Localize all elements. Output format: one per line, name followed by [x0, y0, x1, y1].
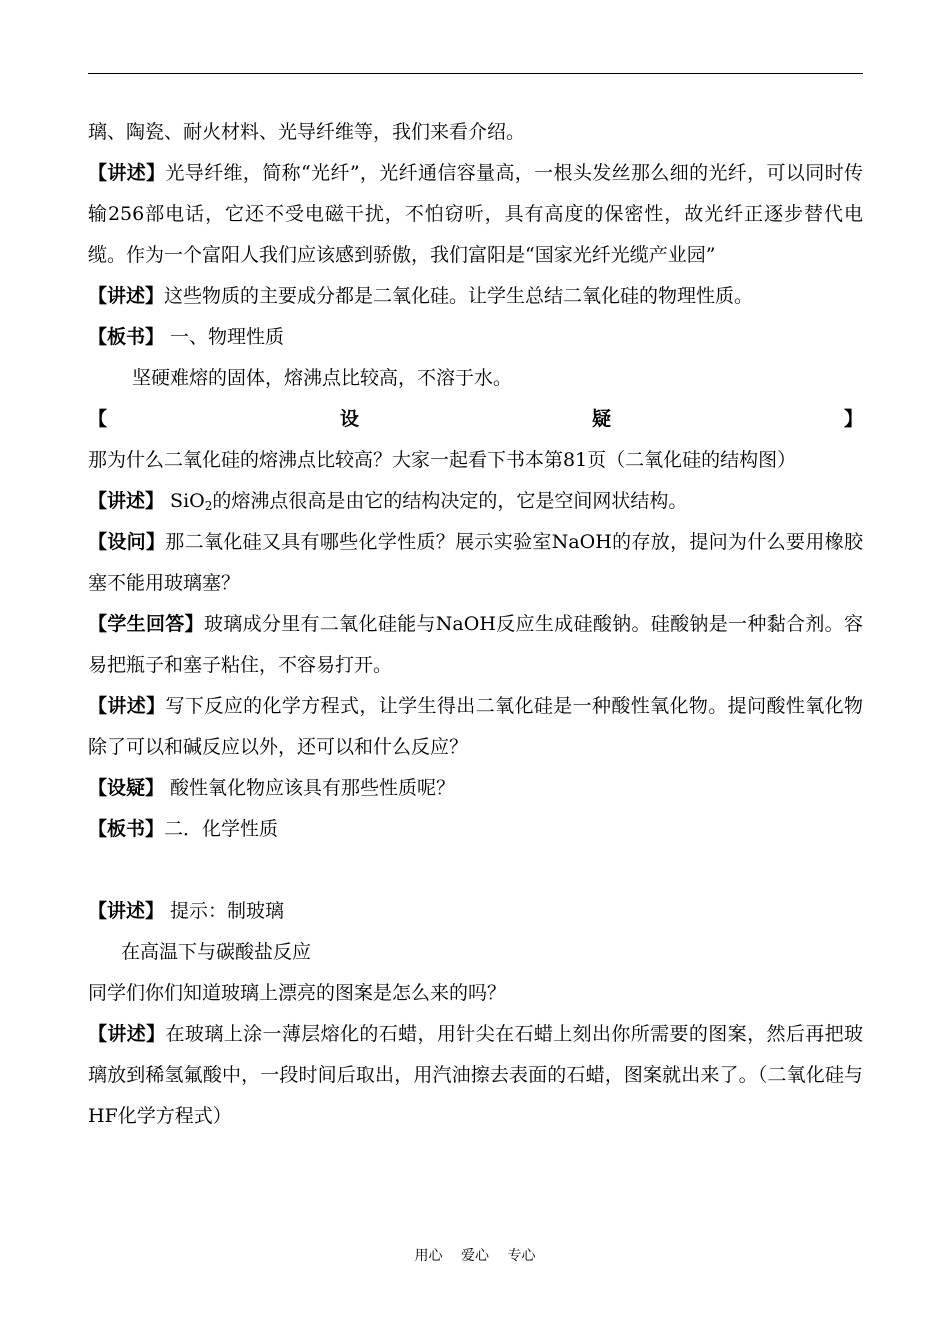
page-footer: 用心 爱心 专心: [414, 1248, 536, 1264]
paragraph: 坚硬难熔的固体，熔沸点比较高，不溶于水。: [132, 367, 513, 389]
header-rule: [88, 73, 863, 74]
section-tag: 【设问】: [88, 531, 166, 553]
document-body: [88, 112, 863, 1137]
blank-line: [88, 850, 863, 891]
paragraph: 同学们你们知道玻璃上漂亮的图案是怎么来的吗？: [88, 982, 507, 1004]
section-tag: 【设疑】: [88, 408, 863, 430]
paragraph: 【设问】那二氧化硅又具有哪些化学性质？展示实验室NaOH的存放，提问为什么要用橡胶塞不能用玻璃塞？: [88, 531, 863, 594]
paragraph: 【学生回答】玻璃成分里有二氧化硅能与NaOH反应生成硅酸钠。硅酸钠是一种黏合剂。容易把瓶子和塞子粘住，不容易打开。: [88, 613, 863, 676]
paragraph: 【讲述】 SiO$_2$的熔沸点很高是由它的结构决定的，它是空间网状结构。: [88, 490, 688, 513]
section-tag: 【讲述】: [88, 695, 166, 717]
paragraph: 璃、陶瓷、耐火材料、光导纤维等，我们来看介绍。: [88, 121, 526, 143]
section-tag: 【学生回答】: [88, 613, 204, 635]
paragraph: 【讲述】光导纤维，简称“光纤”，光纤通信容量高，一根头发丝那么细的光纤，可以同时传输256部电话，它还不受电磁干扰，不怕窃听，具有高度的保密性，故光纤正逐步替代电缆。作为一个富阳人我们应该感到骄傲，我们富阳是“国家光纤光缆产业园”: [88, 162, 863, 266]
section-tag: 【讲述】: [88, 162, 166, 184]
paragraph: 【讲述】这些物质的主要成分都是二氧化硅。让学生总结二氧化硅的物理性质。: [88, 285, 754, 307]
paragraph: 【讲述】 提示：制玻璃: [88, 900, 285, 922]
section-tag: 【板书】: [88, 818, 165, 840]
paragraph: 【讲述】写下反应的化学方程式，让学生得出二氧化硅是一种酸性氧化物。提问酸性氧化物除了可以和碱反应以外，还可以和什么反应？: [88, 695, 863, 758]
section-tag: 【讲述】: [88, 1023, 166, 1045]
paragraph: 【设疑】那为什么二氧化硅的熔沸点比较高？大家一起看下书本第81页（二氧化硅的结构图）: [88, 408, 863, 471]
paragraph: 【讲述】在玻璃上涂一薄层熔化的石蜡，用针尖在石蜡上刻出你所需要的图案，然后再把玻璃放到稀氢氟酸中，一段时间后取出，用汽油擦去表面的石蜡，图案就出来了。（二氧化硅与HF化学方程式）: [88, 1023, 863, 1127]
paragraph: 在高温下与碳酸盐反应: [121, 941, 312, 963]
paragraph: 【设疑】 酸性氧化物应该具有那些性质呢？: [88, 777, 456, 799]
section-tag: 【设疑】: [88, 777, 165, 799]
section-tag: 【讲述】: [88, 490, 165, 512]
paragraph: 【板书】二．化学性质: [88, 818, 279, 840]
section-tag: 【板书】: [88, 326, 165, 348]
paragraph: 【板书】 一、物理性质: [88, 326, 285, 348]
section-tag: 【讲述】: [88, 285, 165, 307]
section-tag: 【讲述】: [88, 900, 165, 922]
